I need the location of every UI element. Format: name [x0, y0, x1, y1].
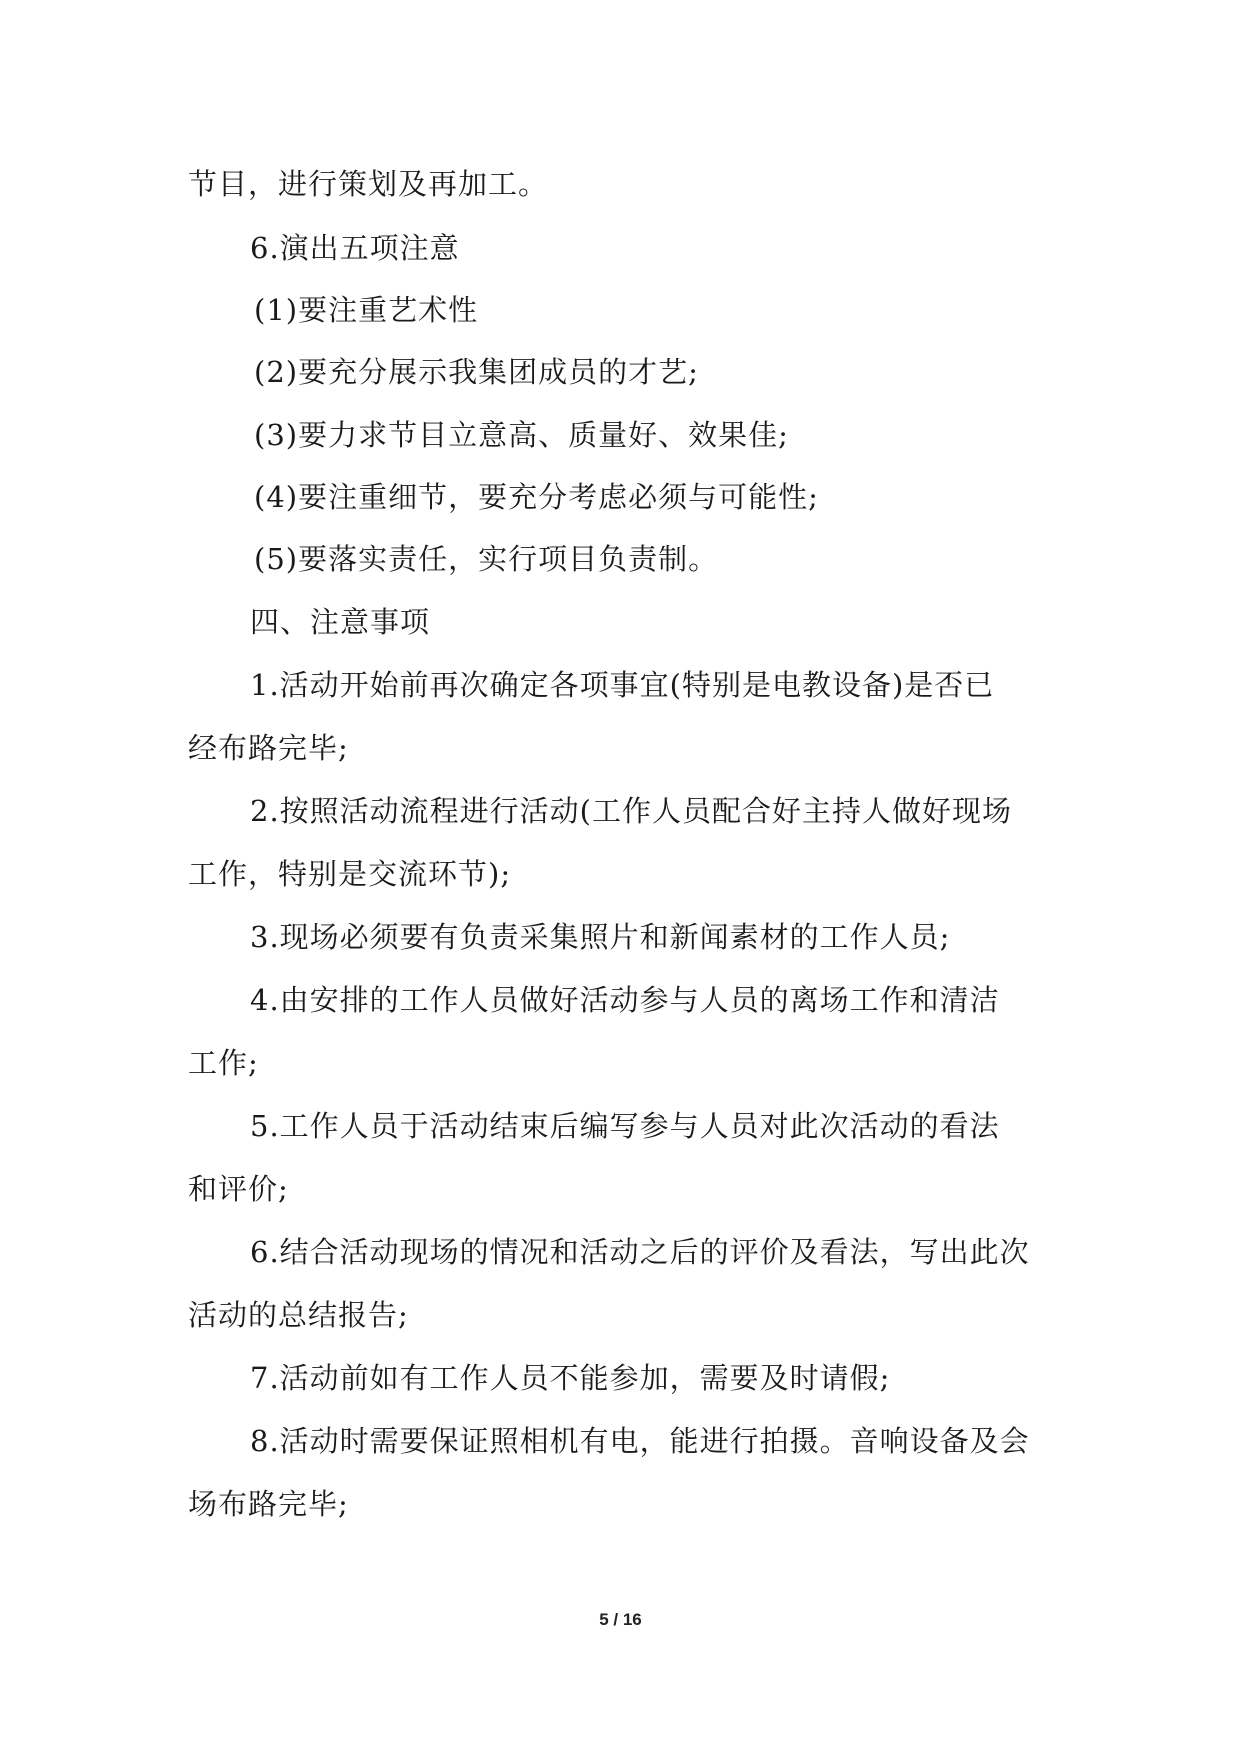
list-item: (5)要落实责任，实行项目负责制。 — [254, 542, 719, 576]
paragraph-line: 场布路完毕; — [188, 1487, 349, 1521]
list-item: (4)要注重细节，要充分考虑必须与可能性; — [254, 480, 819, 514]
paragraph-line: 1.活动开始前再次确定各项事宜(特别是电教设备)是否已 — [250, 668, 995, 702]
section-heading-performance-notes: 6.演出五项注意 — [250, 231, 460, 265]
paragraph-line: 2.按照活动流程进行活动(工作人员配合好主持人做好现场 — [250, 794, 1012, 828]
list-item: (1)要注重艺术性 — [254, 293, 479, 327]
paragraph-line: 3.现场必须要有负责采集照片和新闻素材的工作人员; — [250, 920, 951, 954]
paragraph-line: 工作，特别是交流环节); — [188, 857, 512, 891]
paragraph-line: 和评价; — [188, 1172, 289, 1206]
page-number: 5 / 16 — [599, 1610, 642, 1629]
paragraph-line: 4.由安排的工作人员做好活动参与人员的离场工作和清洁 — [250, 983, 1000, 1017]
list-item: (3)要力求节目立意高、质量好、效果佳; — [254, 418, 789, 452]
paragraph-line: 经布路完毕; — [188, 731, 349, 765]
paragraph-line: 工作; — [188, 1046, 259, 1080]
paragraph-line: 8.活动时需要保证照相机有电，能进行拍摄。音响设备及会 — [250, 1424, 1030, 1458]
list-item: (2)要充分展示我集团成员的才艺; — [254, 355, 699, 389]
paragraph-line: 活动的总结报告; — [188, 1298, 409, 1332]
paragraph-line: 6.结合活动现场的情况和活动之后的评价及看法，写出此次 — [250, 1235, 1030, 1269]
paragraph-line: 7.活动前如有工作人员不能参加，需要及时请假; — [250, 1361, 891, 1395]
text-line-continuation: 节目，进行策划及再加工。 — [188, 167, 549, 201]
paragraph-line: 5.工作人员于活动结束后编写参与人员对此次活动的看法 — [250, 1109, 1000, 1143]
section-heading-precautions: 四、注意事项 — [250, 605, 431, 639]
